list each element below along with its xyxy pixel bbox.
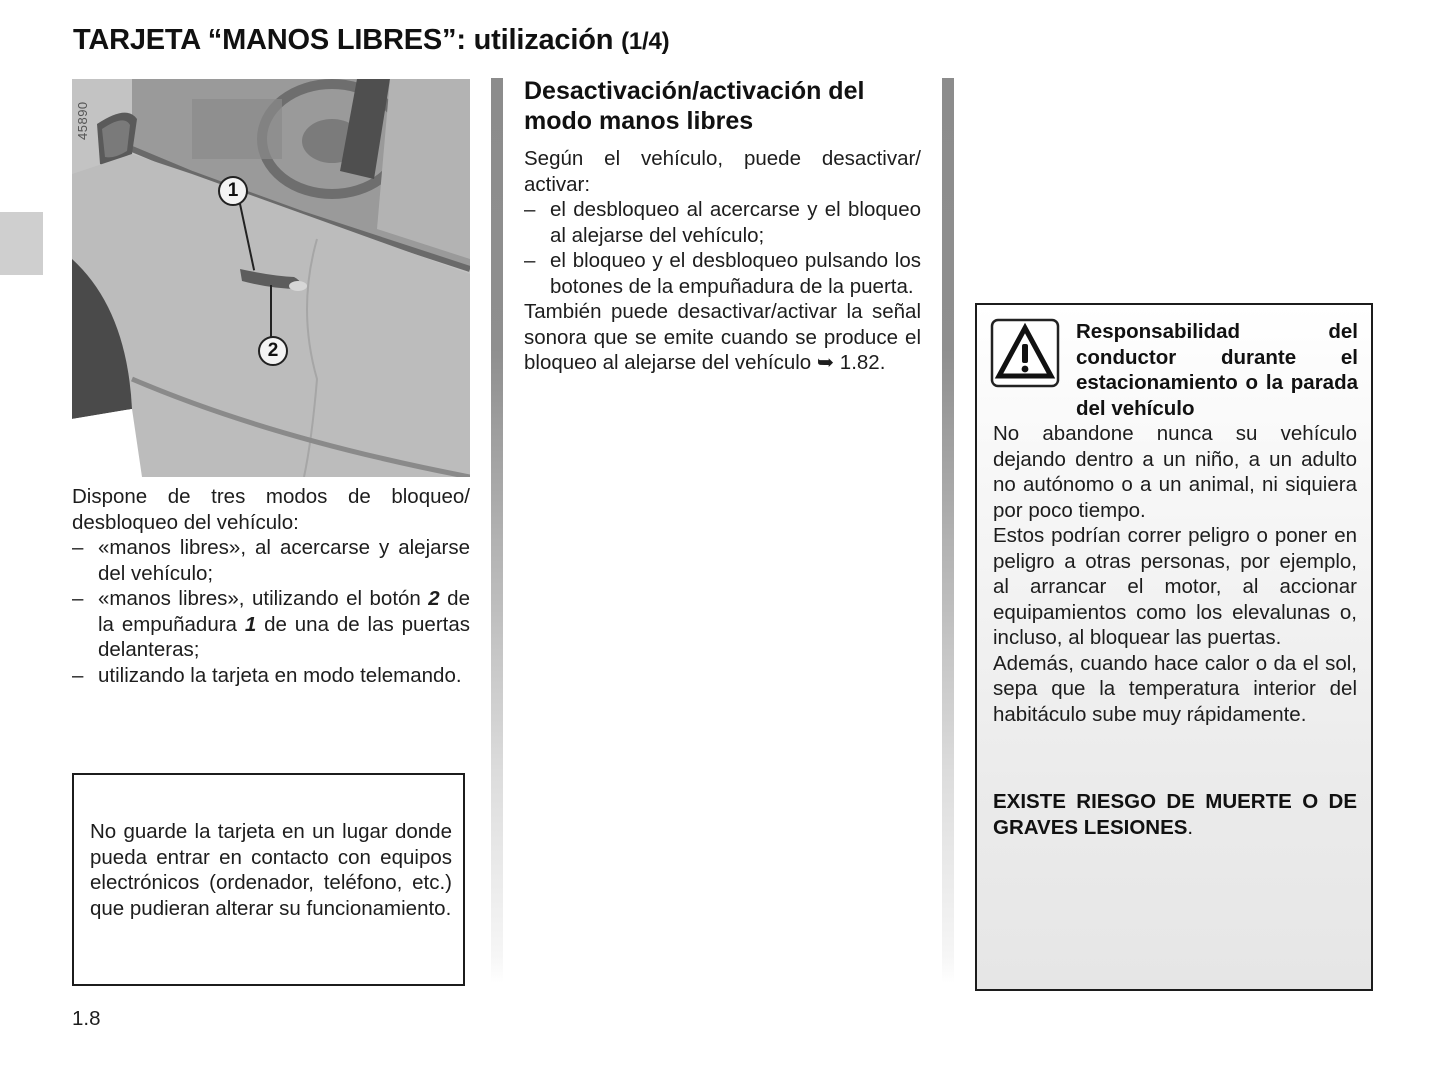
callout-2: 2 [258,336,288,366]
page-number: 1.8 [72,1007,101,1030]
list-item [524,248,921,299]
list-item [524,197,921,248]
dash-marker: – [72,587,84,610]
ref-button-number: 2 [428,587,440,610]
note-text: No guarde la tarjeta en un lugar donde pueda entrar en contacto con equipos electrónicos (ordenador, teléfono, etc.) que pudieran alterar su funcionamiento. [90,820,452,920]
list-item [72,586,470,663]
warning-triangle-icon [990,318,1060,388]
warning-title: Responsabilidad del conductor durante el estacionamiento o la parada del vehículo [1076,320,1358,420]
section-tab-marker [0,212,43,275]
left-column-text [72,484,470,688]
illustration-code: 45890 [75,101,90,140]
intro-paragraph: Según el vehículo, puede desactivar/ activar: [524,147,921,196]
section-heading: Desactivación/activación del modo manos libres [524,77,865,135]
sound-signal-paragraph [524,299,921,376]
warning-paragraph: Además, cuando hace calor o da el sol, sepa que la temperatura interior del habitáculo sube muy rápidamente. [993,651,1357,726]
page-reference-link[interactable]: 1.82. [839,351,886,374]
column-separator-right [942,78,954,983]
callout-1: 1 [218,176,248,206]
dash-marker: – [524,198,536,221]
list-item-text: «manos libres», al acercarse y alejarse del vehículo; [98,536,470,585]
column-separator-left [491,78,503,983]
list-item-text: utilizando la tarjeta en modo telemando. [98,663,462,687]
list-item-text: el desbloqueo al acercarse y el bloqueo al alejarse del vehículo; [550,198,921,247]
page-title [73,24,669,57]
intro-paragraph: Dispone de tres modos de bloqueo/ desbloqueo del vehículo: [72,485,470,534]
dash-marker: – [72,663,84,687]
car-door-illustration [72,79,470,477]
warning-paragraph: Estos podrían correr peligro o poner en peligro a otras personas, por ejemplo, al arrancar el motor, al accionar equipamientos como los elevalunas o, incluso, al bloquear las puertas. [993,524,1357,649]
car-door-drawing [72,79,470,477]
note-box [72,773,465,986]
list-item-text: «manos libres», utilizando el botón [98,587,429,610]
ref-handle-number: 1 [244,612,257,636]
page-reference-arrow-icon: ➥ [816,351,835,374]
warning-emphasis [993,789,1357,840]
list-item-text: el bloqueo y el desbloqueo pulsando los botones de la empuñadura de la puerta. [550,249,921,298]
list-item-text: de una de las puertas delanteras; [98,612,470,661]
page-title-main: TARJETA “MANOS LIBRES”: utilización [73,24,614,56]
warning-paragraph: No abandone nunca su vehículo dejando dentro a un niño, a un adulto no autónomo o a un animal, ni siquiera por poco tiempo. [993,422,1357,522]
list-item [72,663,470,689]
paragraph-text: También puede desactivar/activar la señal sonora que se emite cuando se produce el bloqueo al alejarse del vehículo [524,300,921,374]
list-item [72,535,470,586]
dash-marker: – [524,249,536,272]
dash-marker: – [72,536,84,559]
page-title-part: (1/4) [621,28,670,55]
warning-body [993,421,1357,727]
warning-emphasis-text: EXISTE RIESGO DE MUERTE O DE GRAVES LESIONES [993,790,1357,839]
warning-emphasis-period: . [1187,815,1194,839]
middle-column-text [524,146,921,376]
callout-leader-2 [270,285,272,337]
warning-box [975,303,1373,991]
list-item-text: de la empuñadura [98,587,470,636]
